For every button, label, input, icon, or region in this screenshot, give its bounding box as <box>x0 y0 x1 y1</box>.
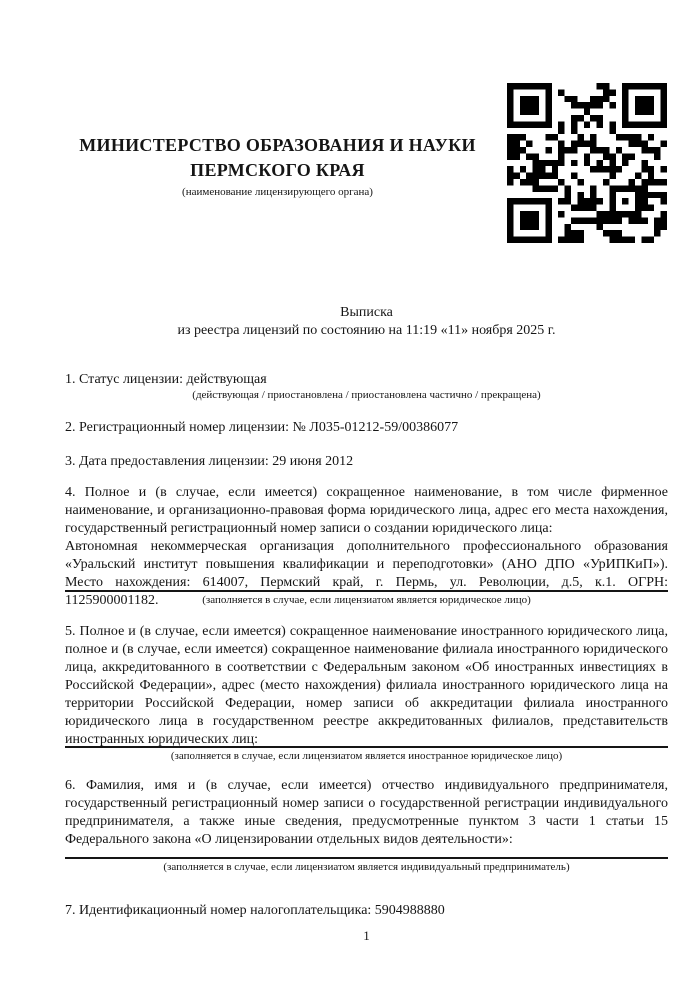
item-1-license-status: 1. Статус лицензии: действующая <box>65 372 267 387</box>
item-1-note: (действующая / приостановлена / приостановлена частично / прекращена) <box>192 389 541 401</box>
item-6-note: (заполняется в случае, если лицензиатом является индивидуальный предприниматель) <box>163 861 570 873</box>
document-header <box>65 133 490 199</box>
item-3-grant-date: 3. Дата предоставления лицензии: 29 июня 2012 <box>65 454 354 469</box>
document-title <box>65 304 668 340</box>
ministry-name-line1: МИНИСТЕРСТВО ОБРАЗОВАНИЯ И НАУКИ <box>79 135 476 155</box>
item-4-value: Автономная некоммерческая организация дополнительного профессионального образования «Уральский институт повышения квалификации и переподготовки» (АНО ДПО «УрИПКиП»). Место нахождения: 614007, Пермский край, г. Пермь, ул. Революции, д.5, к.1. ОГРН: 1125900001182. <box>65 539 668 608</box>
item-2-registration-number: 2. Регистрационный номер лицензии: № Л035-01212-59/00386077 <box>65 420 459 435</box>
ministry-name-line2: ПЕРМСКОГО КРАЯ <box>190 160 365 180</box>
item-4-label: 4. Полное и (в случае, если имеется) сокращенное наименование, в том числе фирменное наименование, и организационно-правовая форма юридического лица, адрес его места нахождения, государственный регистрационный номер записи о создании юридического лица: <box>65 485 668 536</box>
item-5-note: (заполняется в случае, если лицензиатом является иностранное юридическое лицо) <box>170 750 563 762</box>
item-6-entrepreneur: 6. Фамилия, имя и (в случае, если имеется) отчество индивидуального предпринимателя, государственный регистрационный номер записи о государственной регистрации индивидуального предпринимателя, а также иные сведения, предусмотренные пунктом 3 части 1 статьи 15 Федерального закона «О лицензировании отдельных видов деятельности»: <box>65 778 668 847</box>
title-subheading: из реестра лицензий по состоянию на 11:19 «11» ноября 2025 г. <box>177 323 556 338</box>
qr-code-icon <box>507 83 667 243</box>
item-6-fill-line <box>65 857 668 859</box>
item-4-note: (заполняется в случае, если лицензиатом является юридическое лицо) <box>202 594 531 606</box>
licensing-authority-caption: (наименование лицензирующего органа) <box>182 186 373 198</box>
title-heading: Выписка <box>340 305 393 320</box>
qr-code-image <box>507 83 667 243</box>
licensing-authority-name <box>65 133 490 183</box>
item-5-fill-line <box>65 746 668 748</box>
item-5-foreign-entity: 5. Полное и (в случае, если имеется) сокращенное наименование иностранного юридического лица, полное и (в случае, если имеется) сокращенное наименование филиала иностранного юридического лица, аккредитованного в соответствии с Федеральным законом «Об иностранных инвестициях в Российской Федерации», адрес (место нахождения) филиала иностранного юридического лица на территории Российской Федерации, номер записи об аккредитации филиала иностранного юридического лица в государственном реестре аккредитованных филиалов, представительств иностранных юридических лиц: <box>65 624 668 747</box>
item-4-fill-line <box>65 590 668 592</box>
item-7-taxpayer-id: 7. Идентификационный номер налогоплательщика: 5904988880 <box>65 903 445 918</box>
page-number: 1 <box>363 928 370 943</box>
